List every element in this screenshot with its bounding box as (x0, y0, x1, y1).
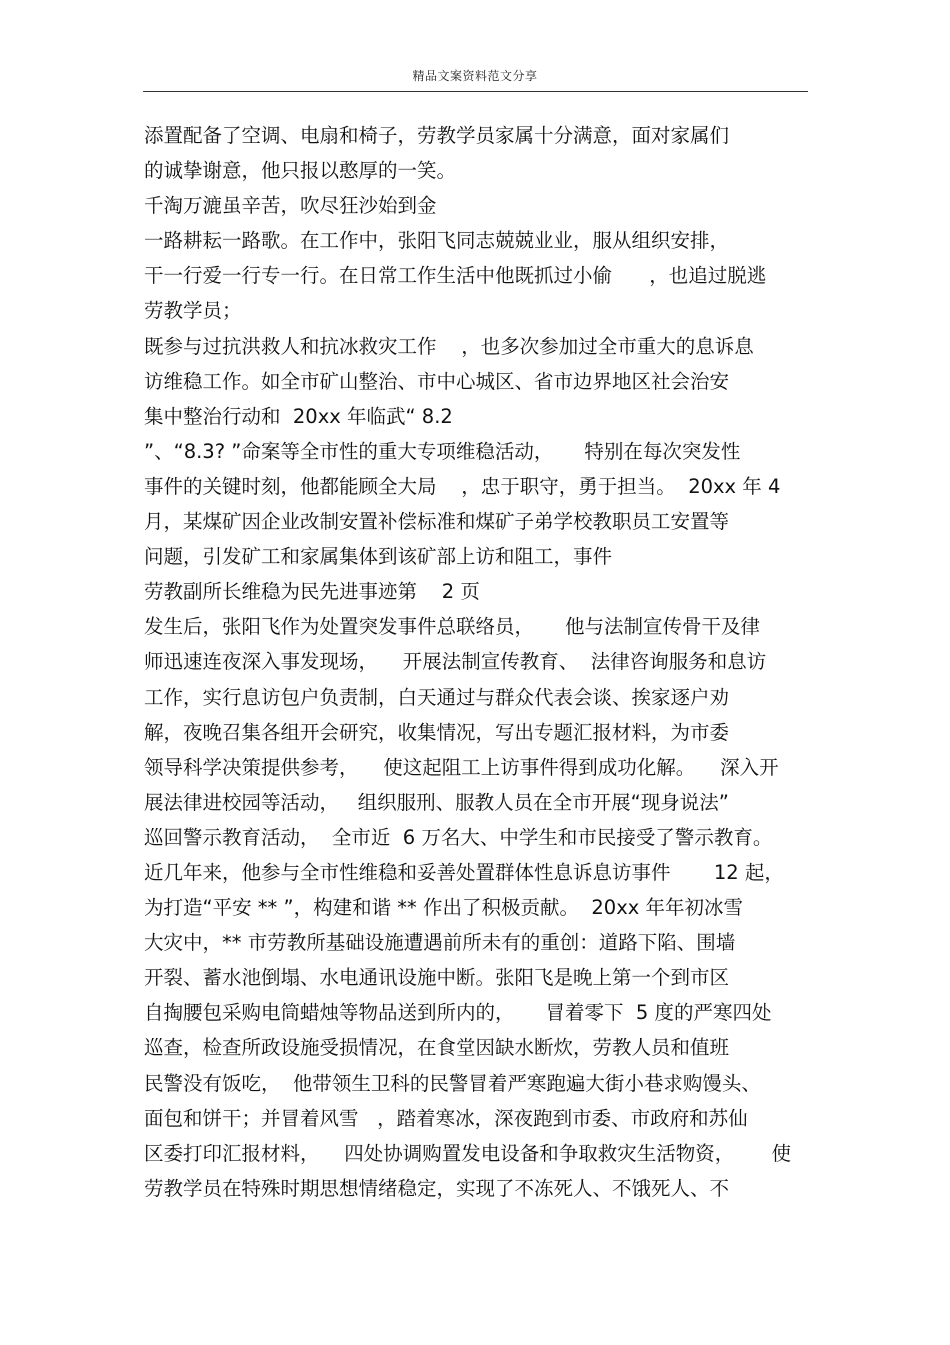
text-line: 区委打印汇报材料， 四处协调购置发电设备和争取救灾生活物资， 使 (144, 1141, 791, 1165)
text-line: 访维稳工作。如全市矿山整治、市中心城区、省市边界地区社会治安 (144, 369, 730, 393)
text-line: 工作，实行息访包户负责制，白天通过与群众代表会谈、挨家逐户劝 (144, 685, 730, 709)
text-line: 为打造“平安 ** ”，构建和谐 ** 作出了积极贡献。 20xx 年年初冰雪 (144, 896, 743, 920)
text-line: 干一行爱一行专一行。在日常工作生活中他既抓过小偷 ，也追过脱逃 (144, 264, 767, 288)
text-line: 既参与过抗洪救人和抗冰救灾工作 ，也多次参加过全市重大的息诉息 (144, 334, 754, 358)
text-line: 劳教学员在特殊时期思想情绪稳定，实现了不冻死人、不饿死人、不 (144, 1176, 730, 1200)
text-line: 千淘万漉虽辛苦，吹尽狂沙始到金 (144, 194, 437, 218)
text-line: 自掏腰包采购电筒蜡烛等物品送到所内的， 冒着零下 5 度的严寒四处 (144, 1001, 772, 1025)
text-line: 月，某煤矿因企业改制安置补偿标准和煤矿子弟学校教职员工安置等 (144, 510, 730, 534)
text-line: 添置配备了空调、电扇和椅子，劳教学员家属十分满意，面对家属们 (144, 124, 730, 147)
text-line: 近几年来，他参与全市性维稳和妥善处置群体性息诉息访事件 12 起， (144, 860, 784, 884)
text-line: ”、“8.3? ”命案等全市性的重大专项维稳活动， 特别在每次突发性 (144, 439, 741, 463)
text-line: 师迅速连夜深入事发现场， 开展法制宣传教育、 法律咨询服务和息访 (144, 650, 767, 674)
page-footer-line: 劳教副所长维稳为民先进事迹第 2 页 (144, 580, 480, 604)
text-line: 劳教学员； (144, 299, 242, 323)
text-line: 事件的关键时刻，他都能顾全大局 ，忠于职守，勇于担当。 20xx 年 4 (144, 474, 781, 498)
document-body (144, 118, 814, 1206)
text-line: 展法律进校园等活动， 组织服刑、服教人员在全市开展“现身说法” (144, 790, 729, 814)
text-line: 开裂、蓄水池倒塌、水电通讯设施中断。张阳飞是晚上第一个到市区 (144, 966, 730, 990)
header-divider (143, 91, 808, 92)
text-line: 领导科学决策提供参考， 使这起阻工上访事件得到成功化解。 深入开 (144, 755, 779, 779)
text-line: 巡查，检查所政设施受损情况，在食堂因缺水断炊，劳教人员和值班 (144, 1036, 730, 1060)
page-header: 精品文案资料范文分享 (412, 69, 538, 83)
text-line: 发生后，张阳飞作为处置突发事件总联络员， 他与法制宣传骨干及律 (144, 615, 760, 639)
text-line: 巡回警示教育活动， 全市近 6 万名大、中学生和市民接受了警示教育。 (144, 825, 773, 849)
text-line: 集中整治行动和 20xx 年临武“ 8.2 (144, 404, 453, 428)
text-line: 民警没有饭吃， 他带领生卫科的民警冒着严寒跑遍大街小巷求购馒头、 (144, 1071, 761, 1095)
text-line: 解，夜晚召集各组开会研究，收集情况，写出专题汇报材料，为市委 (144, 720, 730, 744)
text-line: 一路耕耘一路歌。在工作中，张阳飞同志兢兢业业，服从组织安排， (144, 229, 730, 253)
text-line: 问题，引发矿工和家属集体到该矿部上访和阻工，事件 (144, 545, 613, 569)
text-line: 大灾中，** 市劳教所基础设施遭遇前所未有的重创：道路下陷、围墙 (144, 931, 736, 955)
text-line: 面包和饼干；并冒着风雪 ，踏着寒冰，深夜跑到市委、市政府和苏仙 (144, 1106, 748, 1130)
text-line: 的诚挚谢意，他只报以憨厚的一笑。 (144, 159, 457, 183)
